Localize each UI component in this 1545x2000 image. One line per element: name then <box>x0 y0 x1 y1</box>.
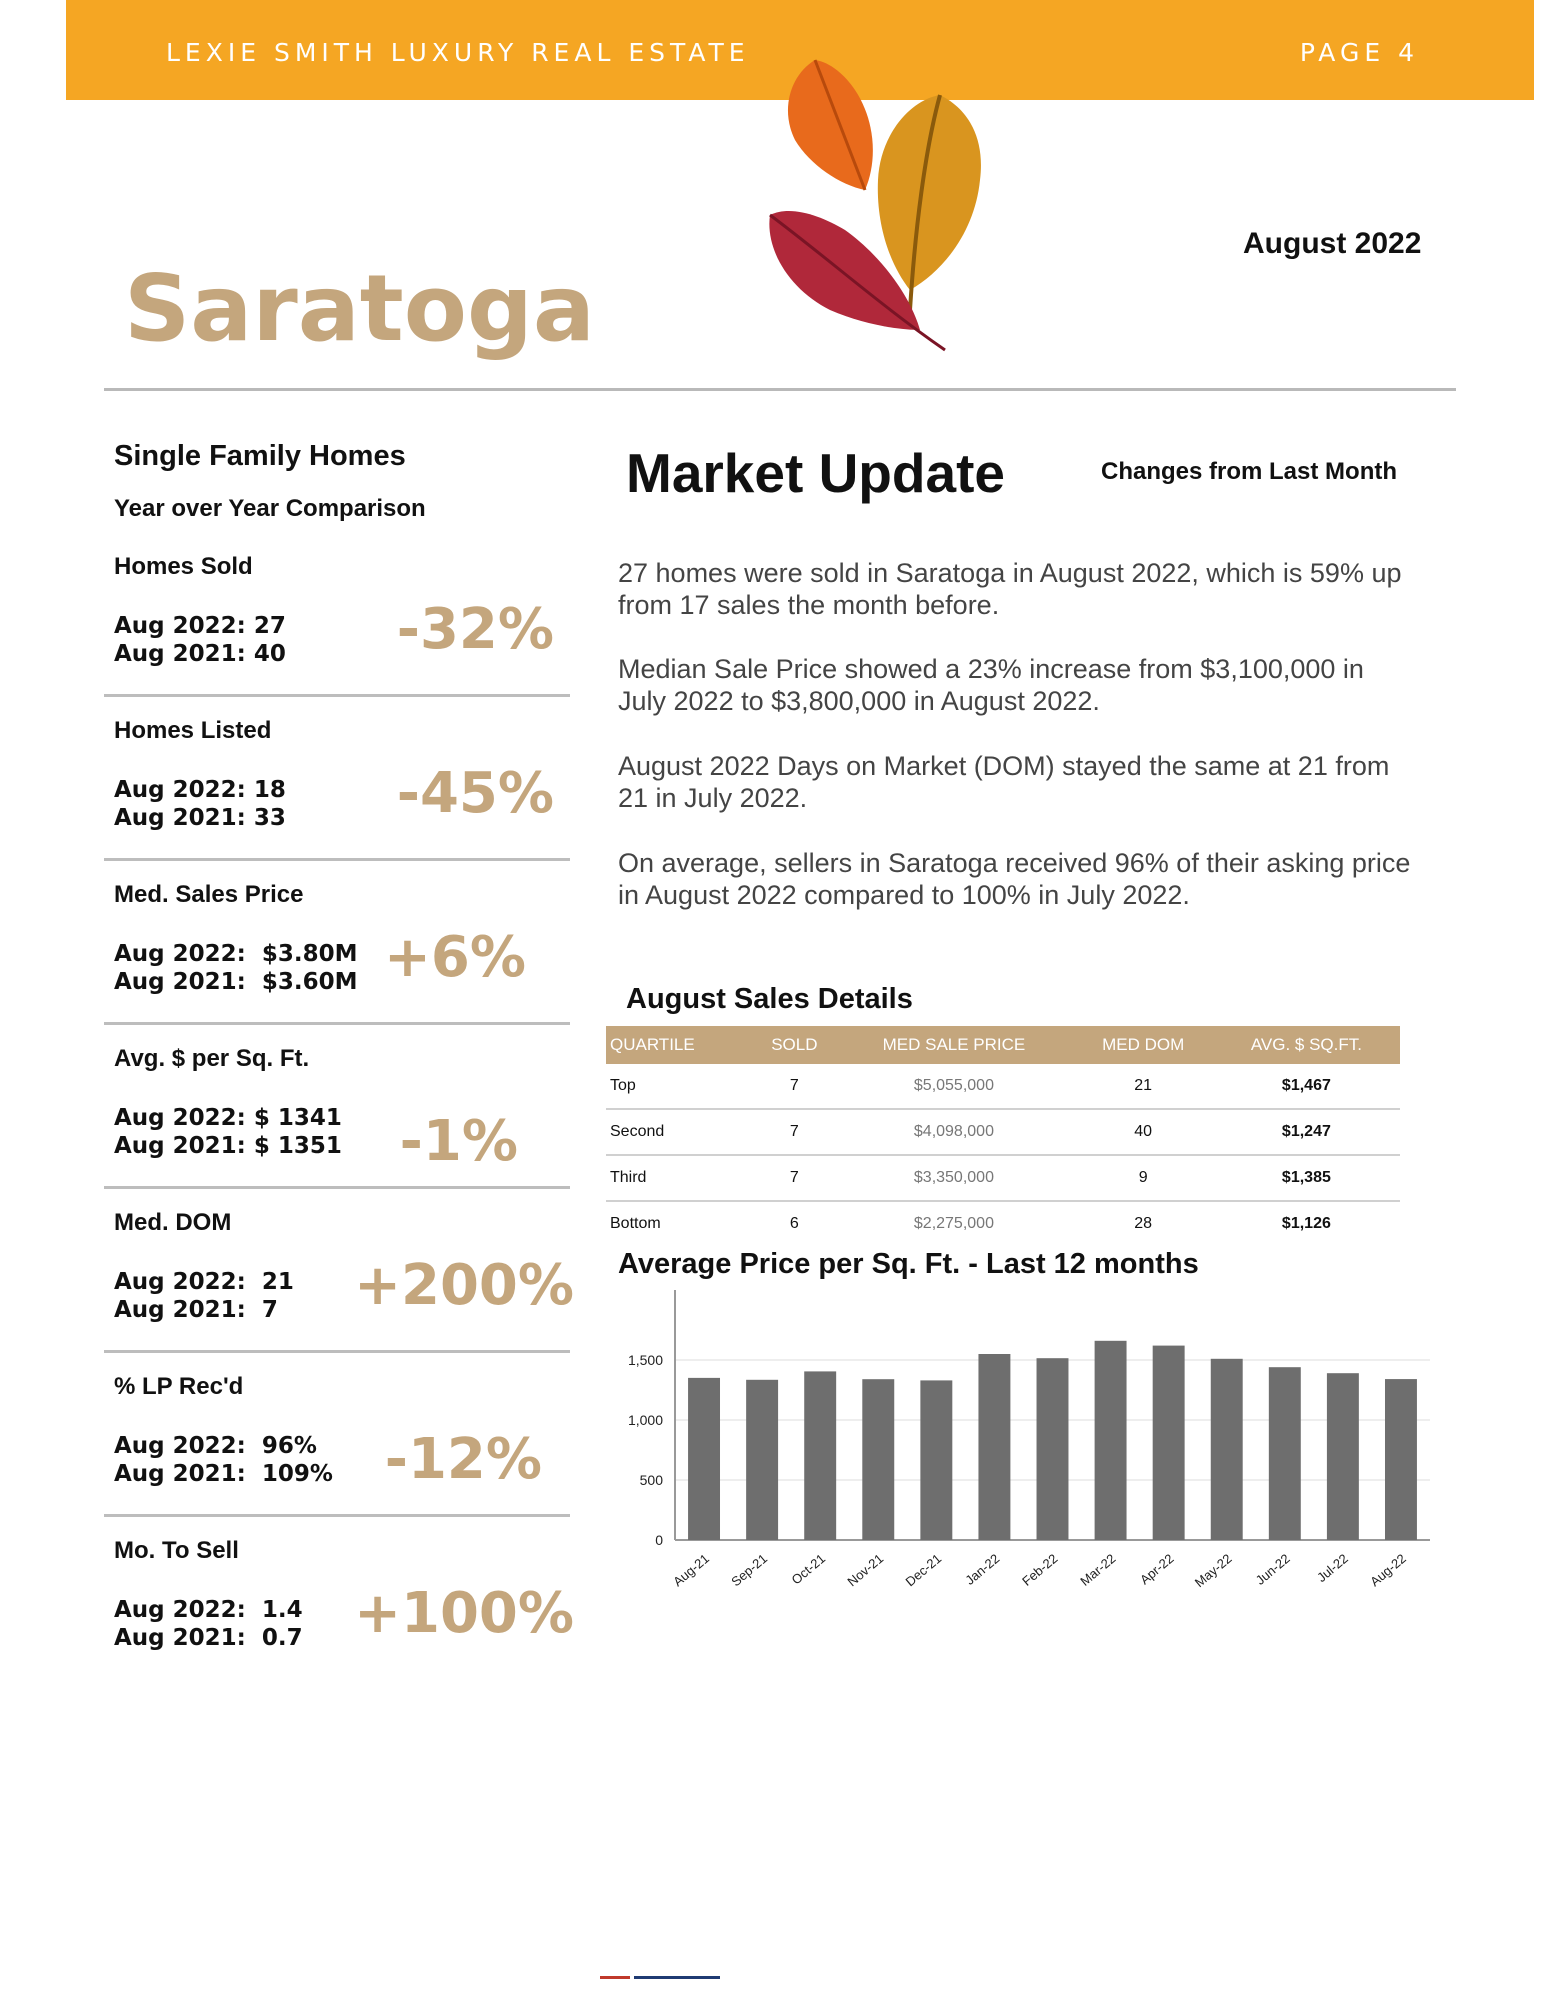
table-row <box>606 1109 1400 1155</box>
stat-previous <box>114 1133 342 1159</box>
stat-previous <box>114 805 286 831</box>
y-tick-label: 1,500 <box>627 1352 663 1368</box>
stat-current-label: Aug 2022: <box>114 1269 246 1295</box>
dom-cell: 28 <box>1134 1215 1153 1232</box>
stat-previous-value: $3.60M <box>261 969 358 995</box>
stat-lp-received <box>104 1353 570 1517</box>
stat-label: Avg. $ per Sq. Ft. <box>114 1045 310 1072</box>
stat-current <box>114 941 358 967</box>
stat-current <box>114 1433 317 1459</box>
stat-previous-label: Aug 2021: <box>114 1297 246 1323</box>
x-tick-label: May-22 <box>1191 1550 1235 1591</box>
bar <box>920 1380 952 1540</box>
column-header: SOLD <box>754 1026 834 1064</box>
stat-current-value: 96% <box>261 1433 317 1459</box>
x-tick-label: Nov-21 <box>844 1550 887 1590</box>
stat-label: Med. Sales Price <box>114 881 304 908</box>
stat-label: % LP Rec'd <box>114 1373 244 1400</box>
x-tick-label: Oct-21 <box>788 1550 829 1588</box>
stat-previous <box>114 1625 303 1651</box>
x-tick-label: Aug-22 <box>1367 1550 1409 1590</box>
column-header: AVG. $ SQ.FT. <box>1213 1026 1400 1064</box>
avg-sqft-cell: $1,385 <box>1213 1155 1400 1201</box>
stat-previous <box>114 1461 333 1487</box>
sold-cell: 6 <box>789 1215 799 1232</box>
stat-current-value: 18 <box>253 777 286 803</box>
stat-homes-sold <box>104 533 570 697</box>
stat-previous-label: Aug 2021: <box>114 969 246 995</box>
bar <box>1327 1373 1359 1540</box>
y-tick-label: 1,000 <box>627 1412 663 1428</box>
stat-median-dom <box>104 1189 574 1353</box>
stat-change: -32% <box>396 597 554 662</box>
stat-current <box>114 1105 342 1131</box>
bar <box>804 1371 836 1540</box>
quartile-cell: Bottom <box>610 1215 661 1232</box>
stat-current <box>114 1597 303 1623</box>
sold-cell: 7 <box>754 1155 834 1201</box>
x-tick-label: Apr-22 <box>1137 1550 1177 1588</box>
stat-current-value: 21 <box>261 1269 294 1295</box>
x-tick-label: Sep-21 <box>728 1550 771 1590</box>
stat-previous-value: 40 <box>253 641 286 667</box>
dom-cell: 9 <box>1074 1155 1213 1201</box>
bar <box>862 1379 894 1540</box>
divider <box>104 388 1456 391</box>
x-tick-label: Jul-22 <box>1314 1550 1351 1586</box>
stat-current-label: Aug 2022: <box>114 1597 246 1623</box>
yoy-panel <box>104 440 574 1678</box>
stat-previous-value: 109% <box>261 1461 333 1487</box>
column-header: QUARTILE <box>606 1026 754 1064</box>
stat-change: -12% <box>384 1427 542 1492</box>
x-tick-label: Aug-21 <box>670 1550 712 1590</box>
table-row <box>606 1155 1400 1201</box>
stat-current-value: 1.4 <box>261 1597 303 1623</box>
stat-current-label: Aug 2022: <box>114 777 246 803</box>
price-cell: $5,055,000 <box>834 1064 1073 1109</box>
sales-table-title: August Sales Details <box>626 983 913 1015</box>
market-update-subtitle: Changes from Last Month <box>1101 458 1398 485</box>
stat-previous <box>114 1297 278 1323</box>
x-tick-label: Dec-21 <box>902 1550 945 1590</box>
price-cell: $4,098,000 <box>834 1109 1073 1155</box>
stat-current-label: Aug 2022: <box>114 941 246 967</box>
stat-current <box>114 613 286 639</box>
market-update-title: Market Update <box>626 442 1005 504</box>
stat-current <box>114 777 286 803</box>
sold-cell: 7 <box>754 1109 834 1155</box>
avg-sqft-cell: $1,247 <box>1213 1109 1400 1155</box>
dom-cell: 40 <box>1074 1109 1213 1155</box>
stat-current-label: Aug 2022: <box>114 613 246 639</box>
bar <box>1269 1367 1301 1540</box>
stat-change: +6% <box>384 925 526 990</box>
column-header: MED SALE PRICE <box>834 1026 1073 1064</box>
stat-homes-listed <box>104 697 570 861</box>
stat-current-label: Aug 2022: <box>114 1433 246 1459</box>
stat-previous-value: 33 <box>253 805 286 831</box>
stat-current <box>114 1269 294 1295</box>
y-tick-label: 0 <box>655 1532 663 1548</box>
stat-change: +100% <box>354 1581 574 1646</box>
table-header-row <box>606 1026 1400 1064</box>
x-tick-label: Jun-22 <box>1252 1550 1293 1588</box>
table-row <box>606 1064 1400 1109</box>
dom-cell: 21 <box>1074 1064 1213 1109</box>
stat-previous-label: Aug 2021: <box>114 641 246 667</box>
x-tick-label: Mar-22 <box>1077 1550 1119 1589</box>
stat-change: -1% <box>399 1109 518 1174</box>
avg-sqft-cell: $1,126 <box>1281 1215 1331 1232</box>
stat-previous-value: $ 1351 <box>253 1133 342 1159</box>
avg-sqft-cell: $1,467 <box>1213 1064 1400 1109</box>
stat-previous-label: Aug 2021: <box>114 1625 246 1651</box>
stat-current-label: Aug 2022: <box>114 1105 246 1131</box>
stat-months-to-sell <box>104 1517 574 1678</box>
sales-details-table <box>606 1026 1400 1246</box>
stat-label: Med. DOM <box>114 1209 232 1236</box>
stat-previous-label: Aug 2021: <box>114 805 246 831</box>
quartile-cell: Second <box>606 1109 754 1155</box>
bar <box>688 1378 720 1540</box>
bar <box>1385 1379 1417 1540</box>
stat-current-value: $3.80M <box>261 941 358 967</box>
bar <box>978 1354 1010 1540</box>
price-cell: $3,350,000 <box>834 1155 1073 1201</box>
panel-heading: Single Family Homes <box>114 440 406 472</box>
stat-label: Homes Listed <box>114 717 272 744</box>
quartile-cell: Top <box>606 1064 754 1109</box>
brand-name: LEXIE SMITH LUXURY REAL ESTATE <box>166 38 750 67</box>
stat-label: Mo. To Sell <box>114 1537 239 1564</box>
stat-previous-label: Aug 2021: <box>114 1133 246 1159</box>
quartile-cell: Third <box>606 1155 754 1201</box>
price-cell: $2,275,000 <box>913 1215 994 1232</box>
avg-price-bar-chart <box>600 1290 1460 1650</box>
stat-previous-value: 0.7 <box>261 1625 303 1651</box>
stat-previous <box>114 969 358 995</box>
footer-mark <box>600 1976 720 1980</box>
bar <box>1211 1359 1243 1540</box>
city-title: Saratoga <box>124 255 595 362</box>
report-date: August 2022 <box>1243 227 1422 260</box>
market-paragraph: August 2022 Days on Market (DOM) stayed the same at 21 from 21 in July 2022. <box>618 751 1390 813</box>
stat-avg-price-sqft <box>104 1025 570 1189</box>
stat-change: +200% <box>354 1253 574 1318</box>
column-header: MED DOM <box>1074 1026 1213 1064</box>
table-row <box>606 1201 1400 1246</box>
market-paragraph: Median Sale Price showed a 23% increase from $3,100,000 in July 2022 to $3,800,000 in August 2022. <box>618 654 1364 716</box>
page-number: PAGE 4 <box>1299 38 1419 67</box>
stat-previous-value: 7 <box>261 1297 278 1323</box>
bar <box>1153 1346 1185 1540</box>
stat-previous-label: Aug 2021: <box>114 1461 246 1487</box>
bar <box>746 1380 778 1540</box>
x-tick-label: Jan-22 <box>962 1550 1003 1588</box>
bar <box>1095 1341 1127 1540</box>
sold-cell: 7 <box>754 1064 834 1109</box>
market-paragraph: On average, sellers in Saratoga received 96% of their asking price in August 2022 compared to 100% in July 2022. <box>618 848 1411 910</box>
stat-label: Homes Sold <box>114 553 253 580</box>
stat-change: -45% <box>396 761 554 826</box>
chart-title: Average Price per Sq. Ft. - Last 12 months <box>618 1248 1199 1280</box>
stat-median-sales-price <box>104 861 570 1025</box>
x-tick-label: Feb-22 <box>1019 1550 1061 1589</box>
panel-subheading: Year over Year Comparison <box>114 495 426 522</box>
stat-previous <box>114 641 286 667</box>
market-paragraph: 27 homes were sold in Saratoga in August 2022, which is 59% up from 17 sales the month before. <box>618 558 1402 620</box>
stat-current-value: 27 <box>253 613 286 639</box>
stat-current-value: $ 1341 <box>253 1105 342 1131</box>
autumn-leaves-icon <box>760 40 1030 360</box>
bar <box>1037 1358 1069 1540</box>
y-tick-label: 500 <box>639 1472 663 1488</box>
